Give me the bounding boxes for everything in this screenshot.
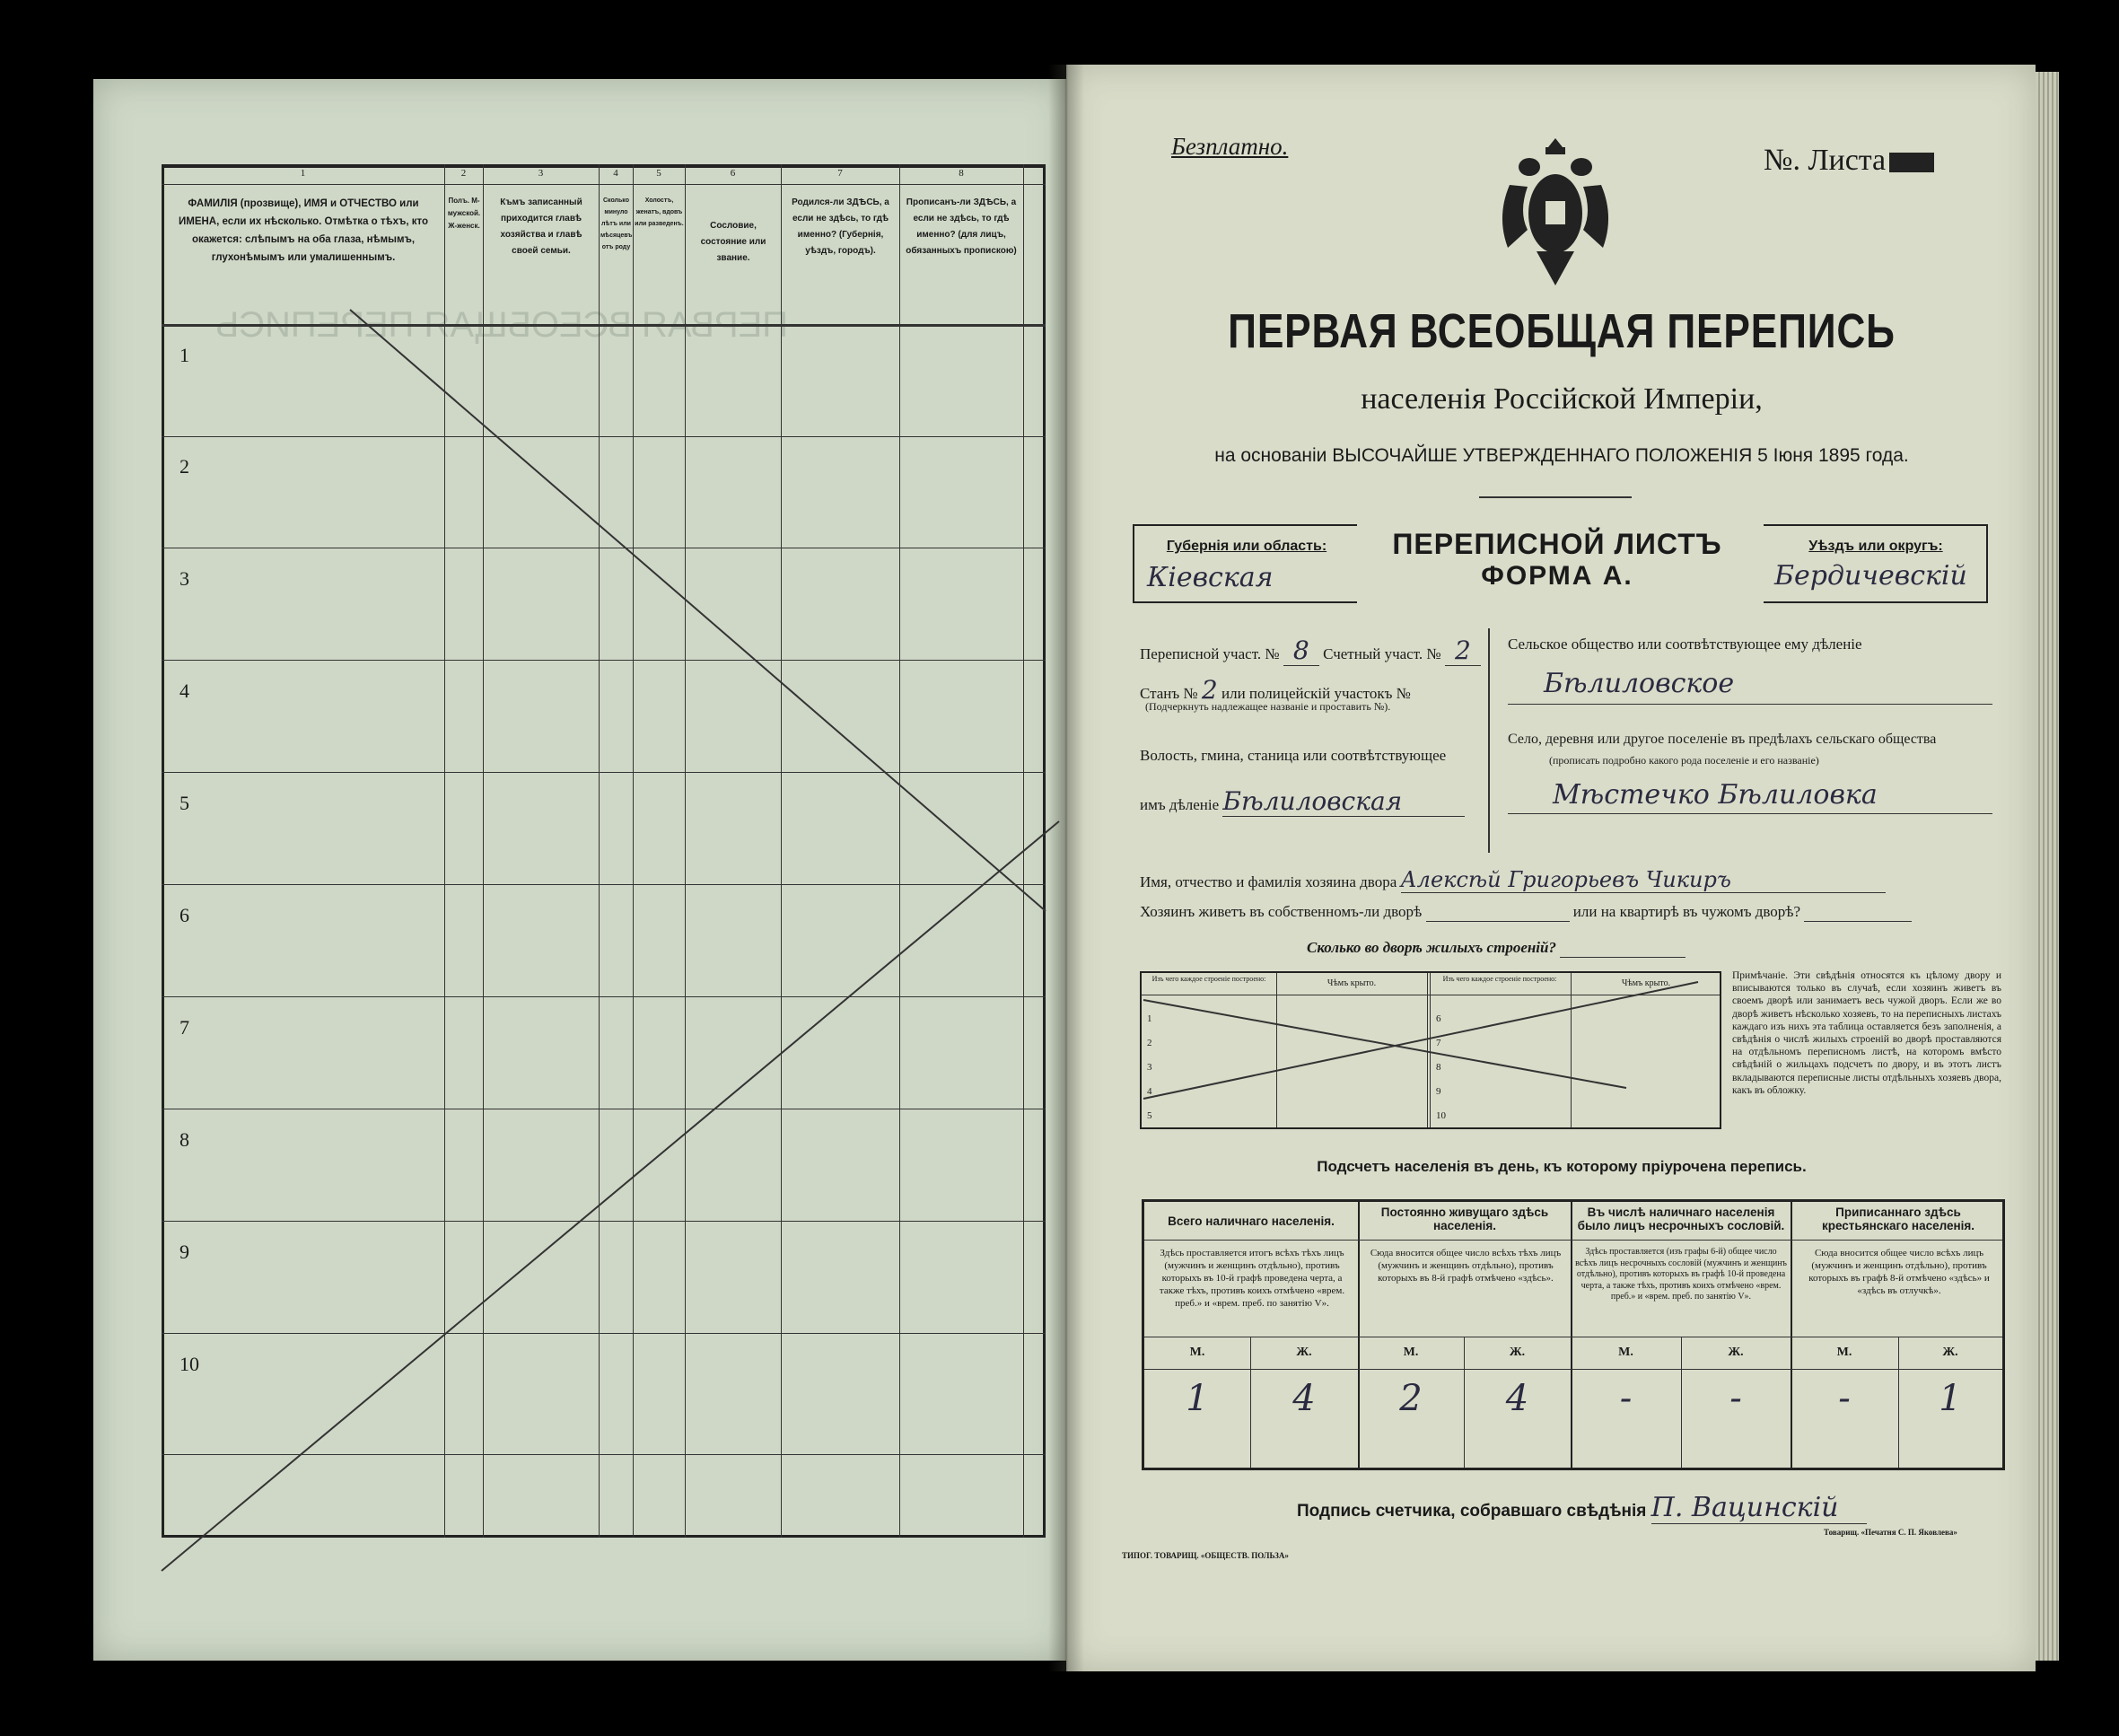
buildings-row-number: 2 — [1147, 1038, 1152, 1048]
col-number: 1 — [300, 168, 306, 179]
count-female-label: Ж. — [1728, 1346, 1744, 1359]
buildings-question: Сколько во дворѣ жилыхъ строеній? — [1307, 939, 1556, 956]
population-count-table — [1142, 1199, 2005, 1470]
buildings-row-number: 6 — [1436, 1013, 1441, 1024]
free-of-charge-label: Безплатно. — [1171, 133, 1289, 160]
lives-label: Хозяинъ живетъ въ собственномъ-ли дворѣ — [1140, 903, 1423, 920]
sheet-number-label: №. Листа — [1764, 144, 1887, 177]
col-number: 8 — [959, 168, 964, 179]
buildings-row-number: 7 — [1436, 1038, 1441, 1048]
count-female-label: Ж. — [1296, 1346, 1312, 1359]
count-male-label: М. — [1618, 1346, 1633, 1359]
col-number: 3 — [538, 168, 544, 179]
legal-basis-line: на основаніи ВЫСОЧАЙШЕ УТВЕРЖДЕННАГО ПОЛОЖЕНІЯ 5 Іюня 1895 года. — [1214, 445, 1909, 466]
header-sex: Полъ. М-мужской. Ж-женск. — [447, 197, 481, 230]
row-number: 8 — [180, 1128, 189, 1151]
village-hint: (прописать подробно какого рода поселеніе и его названіе) — [1549, 754, 1819, 767]
buildings-row-number: 9 — [1436, 1086, 1441, 1097]
signature-value: П. Вацинскiй — [1651, 1492, 1867, 1524]
society-value: Бѣлиловское — [1544, 668, 1735, 699]
count-value: 2 — [1399, 1378, 1423, 1419]
stan-rest-label: или полицейскій участокъ № — [1221, 685, 1411, 702]
signature-label: Подпись счетчика, собравшаго свѣдѣнія — [1297, 1502, 1647, 1521]
buildings-question-line — [1307, 939, 1686, 958]
field-divider — [1488, 628, 1490, 853]
row-number: 3 — [180, 567, 189, 590]
printer-imprint-left: ТИПОГ. ТОВАРИЩ. «ОБЩЕСТВ. ПОЛЬЗА» — [1122, 1551, 1289, 1560]
count-head-total: Всего наличнаго населенія. — [1168, 1214, 1335, 1228]
row-number: 7 — [180, 1016, 189, 1039]
gubernia-label: Губернія или область: — [1166, 539, 1327, 554]
count-desc-peasant: Сюда вносится общее число всѣхъ лицъ (мужчинъ и женщинъ отдѣльно), противъ которыхъ въ графѣ 8-й отмѣчено «здѣсь» и «здѣсь въ отлучкѣ». — [1808, 1248, 1990, 1296]
header-relation: Къмъ записанный приходится главѣ хозяйства и главѣ своей семьи. — [500, 197, 582, 256]
row-number: 5 — [180, 792, 189, 814]
owner-line — [1140, 867, 1886, 893]
count-male-label: М. — [1836, 1346, 1852, 1359]
count-col-divider — [1571, 1202, 1572, 1468]
buildings-cross-out — [1142, 973, 1723, 1131]
count-value: - — [1729, 1378, 1742, 1419]
count-female-label: Ж. — [1942, 1346, 1958, 1359]
count-value: 4 — [1292, 1378, 1316, 1419]
buildings-row-number: 3 — [1147, 1062, 1152, 1073]
count-value: 1 — [1186, 1378, 1209, 1419]
header-estate: Сословие, состояние или звание. — [700, 221, 766, 263]
col-number: 5 — [656, 168, 661, 179]
form-title-line1: ПЕРЕПИСНОЙ ЛИСТЪ — [1392, 528, 1722, 560]
volost-label: Волость, гмина, станица или соотвѣтствующее — [1140, 747, 1447, 764]
enumerator-signature-line — [1297, 1492, 1867, 1524]
count-value: 4 — [1505, 1378, 1529, 1419]
header-birthplace: Родился-ли ЗДѢСЬ, а если не здѣсь, то гдѣ именно? (Губернія, уѣздъ, городъ). — [792, 197, 889, 256]
village-label: Село, деревня или другое поселеніе въ предѣлахъ сельскаго общества — [1508, 732, 1937, 747]
census-subtitle: населенія Россійской Имперіи, — [1361, 382, 1763, 416]
count-desc-total: Здѣсь проставляется итогъ всѣхъ тѣхъ лицъ (мужчинъ и женщинъ отдѣльно), противъ которыхъ въ 10-й графѣ проведена черта, а также тѣхъ, противъ коихъ отмѣчено «врем. преб.» и «врем. преб. по занятію V». — [1159, 1248, 1345, 1309]
count-rule — [1144, 1369, 2002, 1370]
count-male-label: М. — [1189, 1346, 1205, 1359]
sheet-number — [1764, 144, 1934, 178]
col-number: 6 — [730, 168, 736, 179]
bleed-through-text: ПЕРВАЯ ВСЕОБЩАЯ ПЕРЕПИСЬ — [215, 305, 789, 345]
count-col-divider — [1791, 1202, 1792, 1468]
header-marital: Холостъ, женатъ, вдовъ или разведенъ. — [635, 197, 684, 227]
count-head-peasant: Приписаннаго здѣсь крестьянскаго населенія. — [1821, 1206, 1975, 1232]
count-value: 1 — [1939, 1378, 1962, 1419]
buildings-row-number: 1 — [1147, 1013, 1152, 1024]
gubernia-value: Кiевская — [1147, 562, 1274, 593]
buildings-head-material: Изъ чего каждое строеніе построено: — [1151, 975, 1266, 983]
count-head-permanent: Постоянно живущаго здѣсь населенія. — [1380, 1206, 1549, 1232]
counting-district-label: Счетный участ. № — [1323, 645, 1441, 662]
stan-label: Станъ № — [1140, 685, 1198, 702]
counting-district-value: 2 — [1445, 636, 1481, 666]
printer-imprint-right: Товарищ. «Печатня С. П. Яковлева» — [1824, 1528, 1957, 1537]
row-number: 6 — [180, 904, 189, 926]
col-number: 4 — [613, 168, 618, 179]
stan-hint: (Подчеркнуть надлежащее названіе и проставить №). — [1145, 700, 1391, 713]
district-line — [1140, 636, 1481, 666]
buildings-row-number: 8 — [1436, 1062, 1441, 1073]
row-number: 9 — [180, 1241, 189, 1263]
owner-label: Имя, отчество и фамилія хозяина двора — [1140, 873, 1397, 890]
buildings-row-number: 5 — [1147, 1110, 1152, 1121]
volost-line — [1140, 786, 1465, 817]
buildings-head-roof-2: Чѣмъ крыто. — [1621, 978, 1671, 988]
coat-of-arms-icon — [1492, 131, 1619, 289]
census-district-value: 8 — [1283, 636, 1319, 666]
society-label: Сельское общество или соотвѣтствующее ему дѣленіе — [1508, 636, 1862, 653]
lives-label-2: или на квартирѣ въ чужомъ дворѣ? — [1572, 903, 1801, 920]
header-age: Сколько минуло лѣтъ или мѣсяцевъ отъ роду — [600, 197, 633, 250]
col-number: 2 — [460, 168, 467, 179]
count-value: - — [1838, 1378, 1851, 1419]
buildings-table — [1140, 971, 1721, 1129]
count-desc-permanent: Сюда вносится общее число всѣхъ тѣхъ лицъ (мужчинъ и женщинъ отдѣльно), противъ которыхъ въ 8-й графѣ отмѣчено «здѣсь». — [1370, 1248, 1562, 1284]
row-number: 10 — [180, 1353, 199, 1375]
buildings-note: Примѣчаніе. Эти свѣдѣнія относятся къ цѣлому двору и вписываются только въ случаѣ, если хозяинъ живетъ въ своемъ дворѣ или занимаетъ весь чужой дворъ. Если же во дворѣ живетъ нѣсколько хозяевъ, то на переписныхъ листахъ каждаго изъ нихъ эта таблица оставляется безъ заполненія, а свѣдѣнія о числѣ жилыхъ строеній во дворѣ проставляются на отдѣльномъ переписномъ листѣ, на которомъ вмѣсто свѣдѣній о жильцахъ подсчетъ по двору, и въ этотъ листъ вкладываются переписные листы отдѣльныхъ хозяевъ двора, какъ въ обложку. — [1732, 970, 2001, 1096]
cross-out-line — [1143, 982, 1698, 1099]
count-head-nonlocal: Въ числѣ наличнаго населенія было лицъ несрочныхъ сословій. — [1577, 1206, 1785, 1232]
count-desc-nonlocal: Здѣсь проставляется (изъ графы 6-й) общее число всѣхъ лицъ несрочныхъ сословій (мужчинъ и женщинъ отдѣльно), противъ которыхъ въ графѣ 10-й проведена черта, а также тѣхъ, противъ коихъ отмѣчено «врем. преб.» и «врем. преб. по занятію V». — [1575, 1247, 1787, 1302]
row-number: 1 — [180, 344, 189, 366]
sheet-number-box — [1889, 153, 1934, 172]
count-title: Подсчетъ населенія въ день, къ которому пріурочена перепись. — [1317, 1158, 1807, 1175]
census-title: ПЕРВАЯ ВСЕОБЩАЯ ПЕРЕПИСЬ — [1228, 304, 1896, 358]
village-underline — [1508, 813, 1992, 814]
col-number: 7 — [837, 168, 843, 179]
row-number: 4 — [180, 679, 189, 702]
volost-label-2: имъ дѣленіе — [1140, 796, 1220, 813]
village-value: Мѣстечко Бѣлиловка — [1553, 779, 1878, 811]
count-rule — [1144, 1240, 2002, 1241]
lives-line — [1140, 903, 1912, 922]
count-male-label: М. — [1403, 1346, 1419, 1359]
count-female-label: Ж. — [1509, 1346, 1526, 1359]
volost-value: Бѣлиловская — [1222, 786, 1465, 817]
form-title-line2: ФОРМА А. — [1481, 561, 1633, 591]
uezd-value: Бердичевскiй — [1774, 560, 1967, 592]
buildings-row-number: 10 — [1436, 1110, 1446, 1121]
stan-value: 2 — [1201, 675, 1218, 705]
census-district-label: Переписной участ. № — [1140, 645, 1280, 662]
count-value: - — [1619, 1378, 1633, 1419]
header-registered: Прописанъ-ли ЗДѢСЬ, а если не здѣсь, то гдѣ именно? (для лицъ, обязанныхъ пропискою) — [906, 197, 1017, 256]
cross-out-line — [162, 821, 1059, 1571]
buildings-head-material-2: Изъ чего каждое строеніе построено: — [1442, 975, 1557, 983]
form-title — [1360, 528, 1755, 592]
uezd-label: Уѣздъ или округъ: — [1808, 539, 1943, 554]
buildings-row-number: 4 — [1147, 1086, 1152, 1097]
gubernia-box — [1133, 524, 1357, 603]
owner-value: Алексѣй Григорьевъ Чикиръ — [1401, 867, 1886, 893]
ornament-divider — [1479, 496, 1632, 505]
uezd-box — [1764, 524, 1988, 603]
row-number: 2 — [180, 455, 189, 478]
count-col-divider — [1358, 1202, 1360, 1468]
cross-out-line — [350, 310, 1046, 911]
society-underline — [1508, 704, 1992, 705]
buildings-head-roof: Чѣмъ крыто. — [1327, 978, 1377, 988]
header-name: ФАМИЛІЯ (прозвище), ИМЯ и ОТЧЕСТВО или ИМЕНА, если их нѣсколько. Отмѣтка о тѣхъ, кто окажется: слѣпымъ на оба глаза, нѣмымъ, глухонѣмымъ или умалишеннымъ. — [178, 198, 429, 263]
